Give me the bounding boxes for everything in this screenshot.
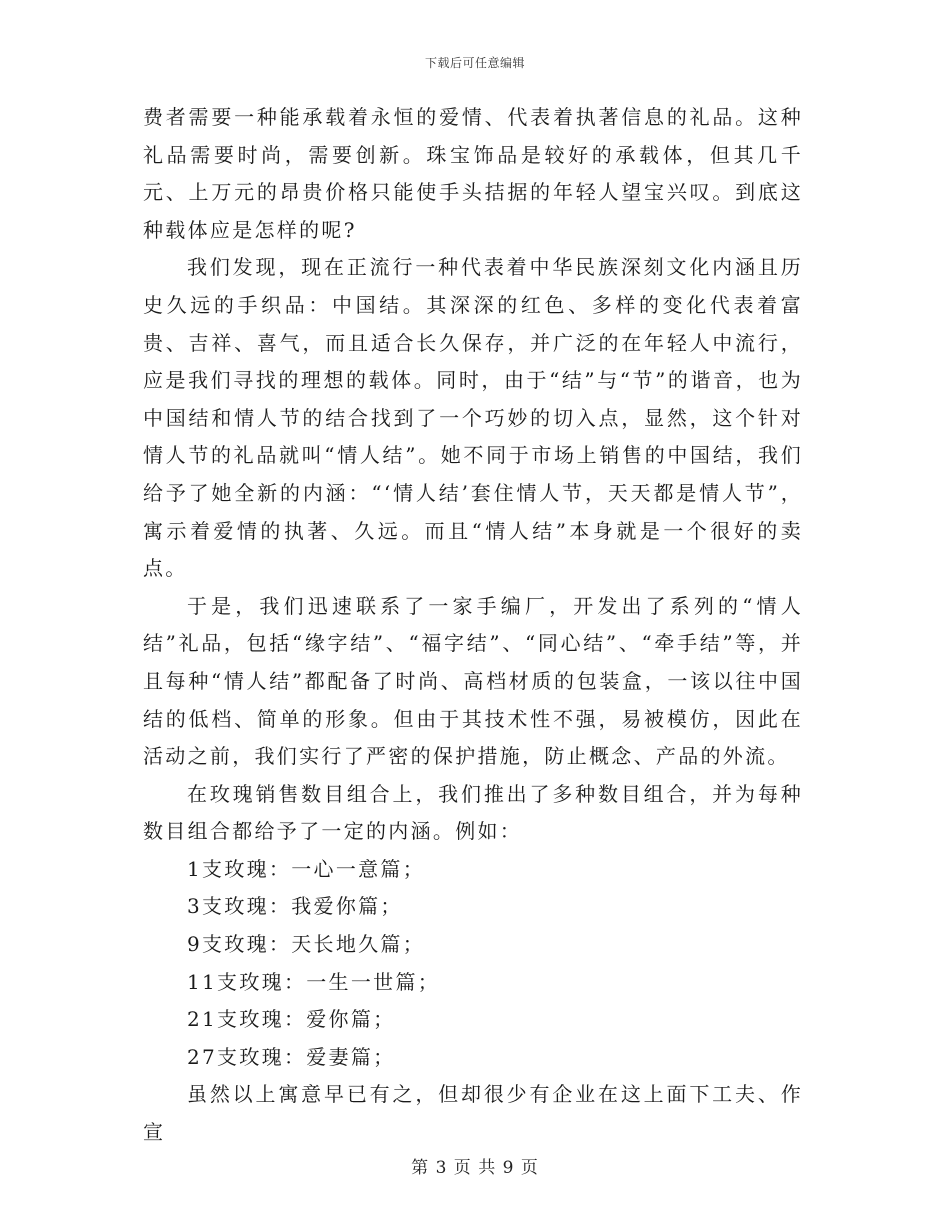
paragraph-chinese-knot: 我们发现，现在正流行一种代表着中华民族深刻文化内涵且历史久远的手织品：中国结。其深深的红色、多样的变化代表着富贵、吉祥、喜气，而且适合长久保存，并广泛的在年轻人中流行，应是我们寻找的理想的载体。同时，由于“结”与“节”的谐音，也为中国结和情人节的结合找到了一个巧妙的切入点，显然，这个针对情人节的礼品就叫“情人结”。她不同于市场上销售的中国结，我们给予了她全新的内涵：“‘情人结’套住情人节，天天都是情人节”，寓示着爱情的执著、久远。而且“情人结”本身就是一个很好的卖点。 bbox=[143, 255, 803, 581]
paragraph-product-development: 于是，我们迅速联系了一家手编厂，开发出了系列的“情人结”礼品，包括“缘字结”、“福字结”、“同心结”、“牵手结”等，并且每种“情人结”都配备了时尚、高档材质的包装盒，一该以往中国结的低档、简单的形象。但由于其技术性不强，易被模仿，因此在活动之前，我们实行了严密的保护措施，防止概念、产品的外流。 bbox=[143, 593, 803, 769]
list-item-rose-11: 11支玫瑰：一生一世篇； bbox=[187, 969, 441, 994]
list-item-rose-21: 21支玫瑰：爱你篇； bbox=[187, 1007, 396, 1032]
list-item-rose-1: 1支玫瑰：一心一意篇； bbox=[187, 856, 426, 881]
paragraph-continued: 费者需要一种能承载着永恒的爱情、代表着执著信息的礼品。这种礼品需要时尚，需要创新。珠宝饰品是较好的承载体，但其几千元、上万元的昂贵价格只能使手头拮据的年轻人望宝兴叹。到底这种载体应是怎样的呢? bbox=[143, 105, 803, 242]
paragraph-closing: 虽然以上寓意早已有之，但却很少有企业在这上面下工夫、作宣 bbox=[143, 1082, 803, 1145]
page-number: 第 3 页 共 9 页 bbox=[411, 1158, 539, 1178]
document-body bbox=[143, 99, 803, 1152]
list-item-rose-9: 9支玫瑰：天长地久篇； bbox=[187, 932, 426, 957]
list-item-rose-3: 3支玫瑰：我爱你篇； bbox=[187, 894, 403, 919]
page-header-note: 下载后可任意编辑 bbox=[424, 56, 525, 70]
list-item-rose-27: 27支玫瑰：爱妻篇； bbox=[187, 1044, 396, 1069]
paragraph-rose-combinations: 在玫瑰销售数目组合上，我们推出了多种数目组合，并为每种数目组合都给予了一定的内涵。例如： bbox=[143, 781, 803, 844]
